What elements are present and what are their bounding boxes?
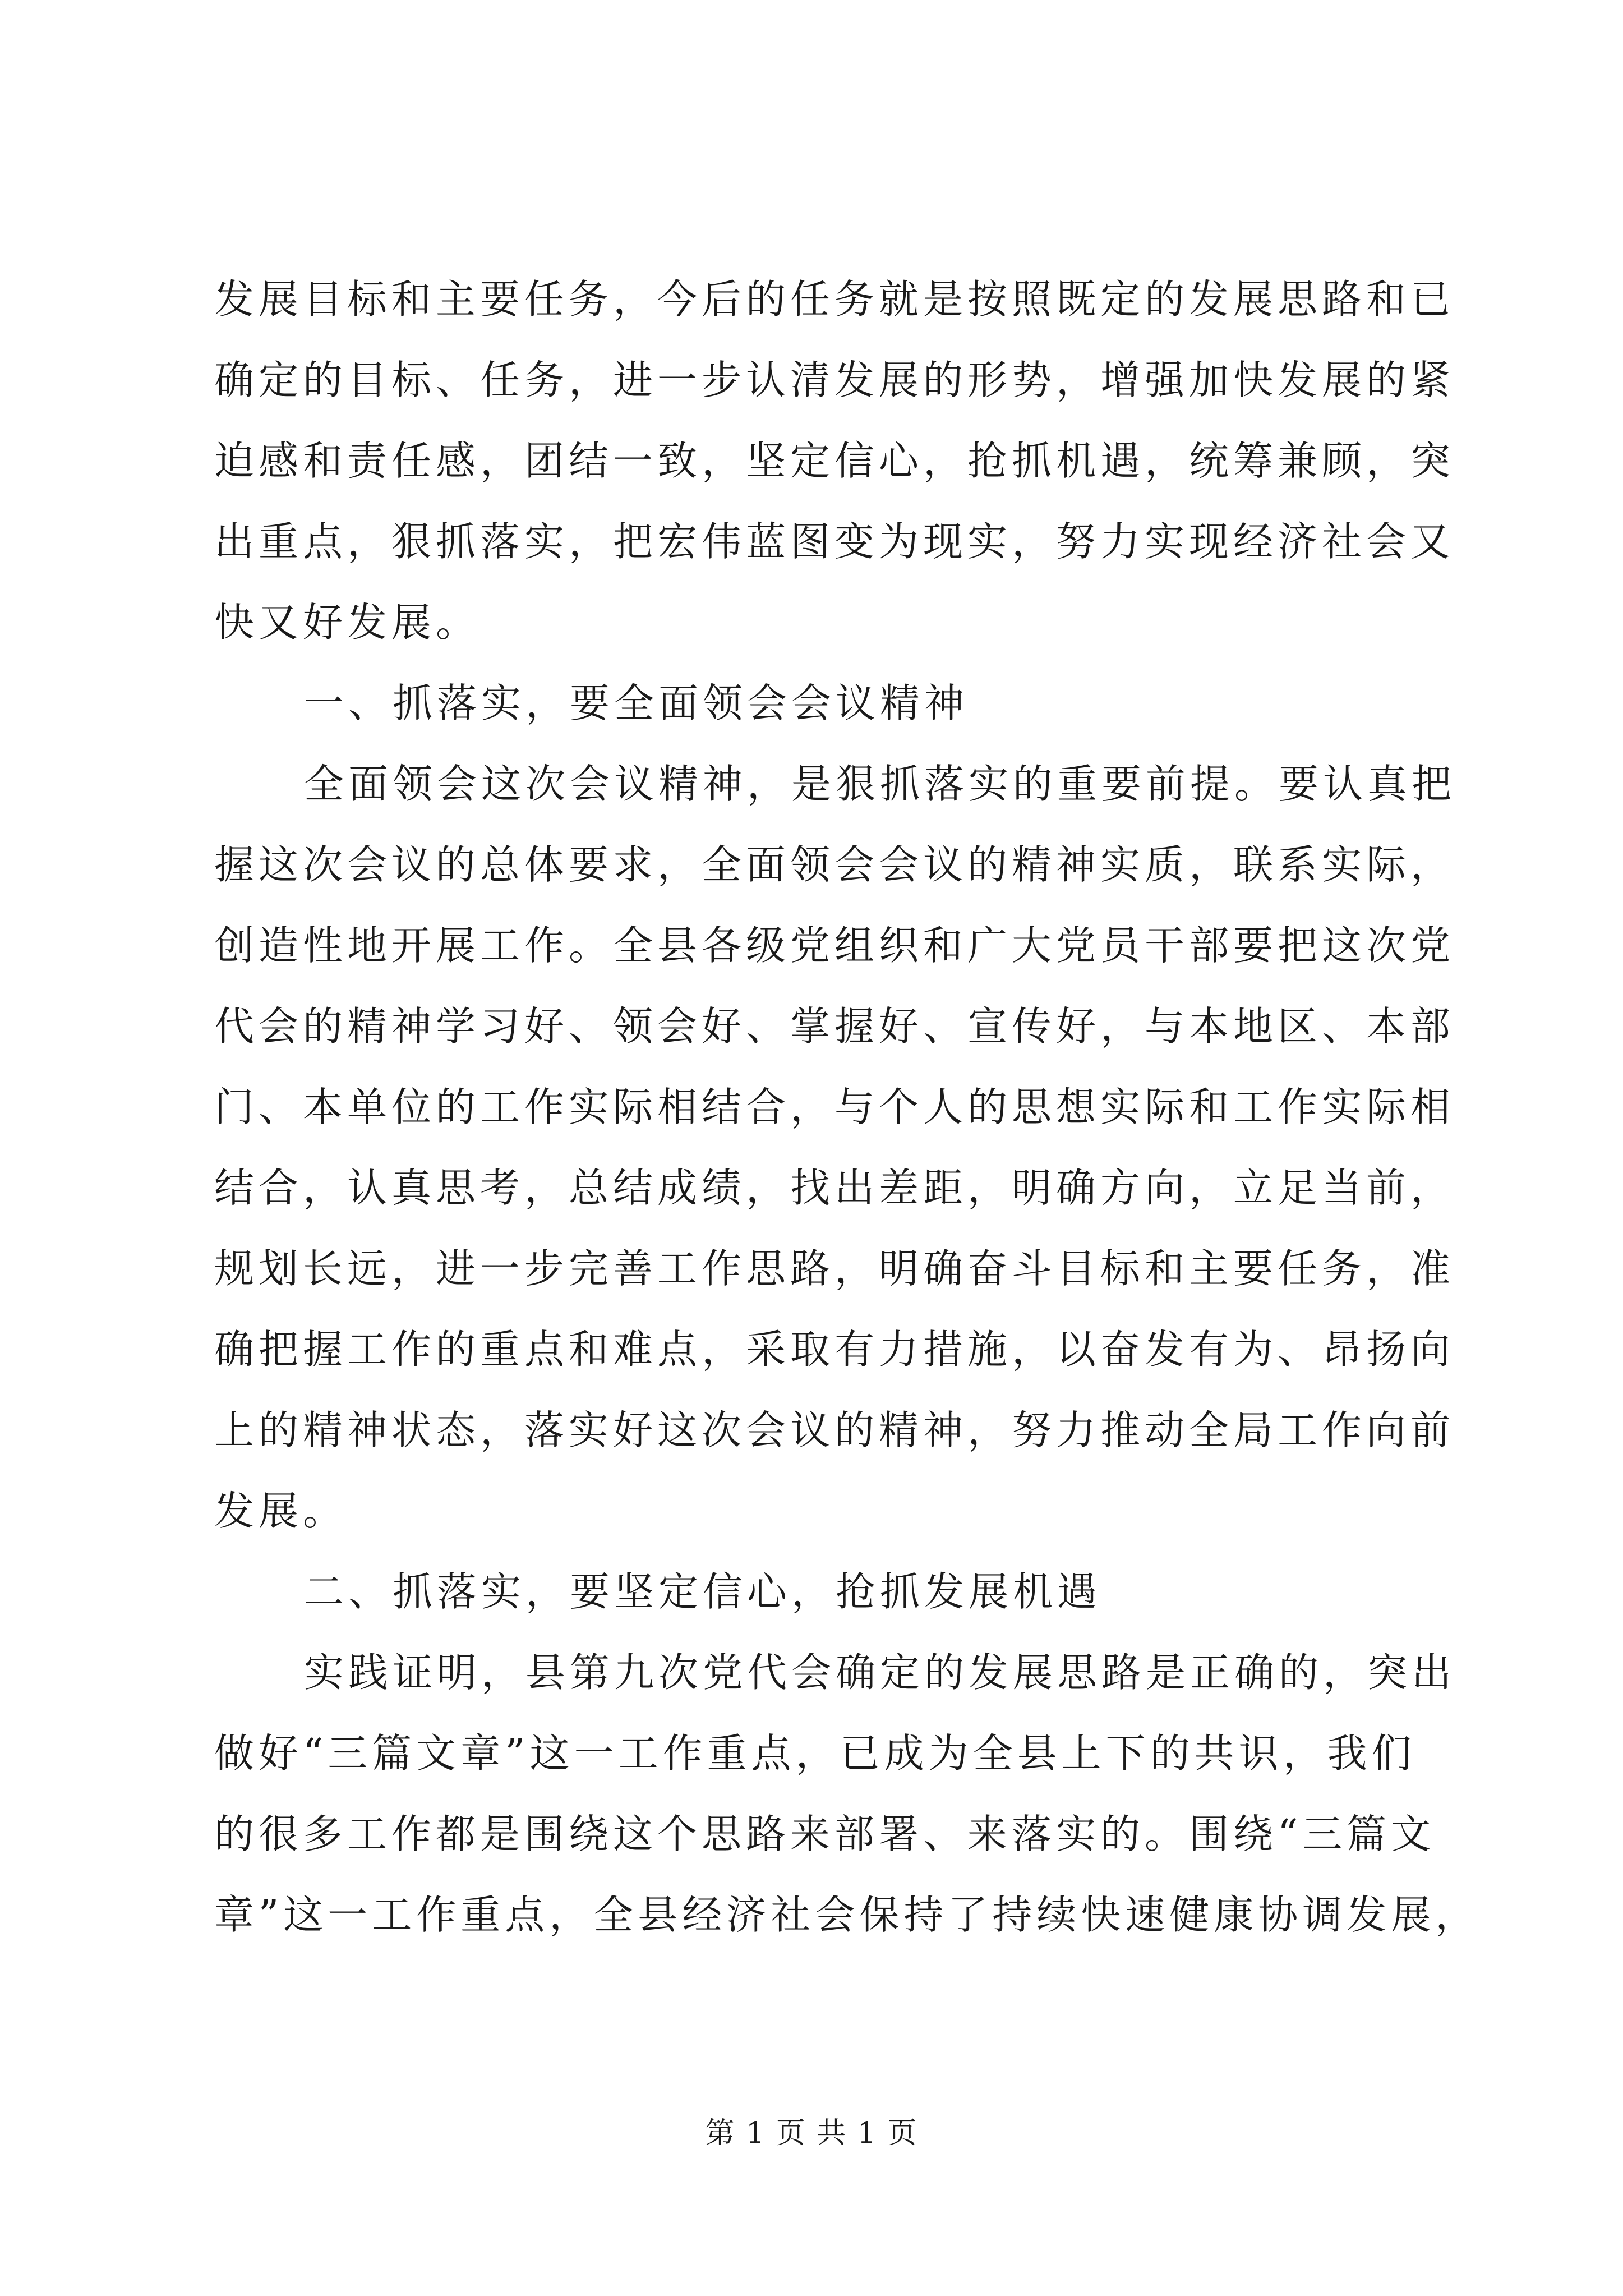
page-footer [0, 2114, 1623, 2153]
text-line: 创造性地开展工作。全县各级党组织和广大党员干部要把这次党 [214, 922, 1455, 969]
text-line: 做好“三篇文章”这一工作重点，已成为全县上下的共识，我们 [214, 1730, 1416, 1777]
text-line: 握这次会议的总体要求，全面领会会议的精神实质，联系实际， [214, 841, 1455, 888]
text-line: 出重点，狠抓落实，把宏伟蓝图变为现实，努力实现经济社会又 [214, 518, 1455, 565]
text-line: 门、本单位的工作实际相结合，与个人的思想实际和工作实际相 [214, 1084, 1455, 1130]
text-line: 规划长远，进一步完善工作思路，明确奋斗目标和主要任务，准 [214, 1245, 1455, 1292]
section-heading: 一、抓落实，要全面领会会议精神 [304, 680, 969, 726]
text-line: 结合，认真思考，总结成绩，找出差距，明确方向，立足当前， [214, 1165, 1455, 1211]
text-line: 上的精神状态，落实好这次会议的精神，努力推动全局工作向前 [214, 1407, 1455, 1453]
text-line: 章”这一工作重点，全县经济社会保持了持续快速健康协调发展， [214, 1892, 1480, 1938]
text-line: 快又好发展。 [214, 599, 481, 646]
text-line: 确定的目标、任务，进一步认清发展的形势，增强加快发展的紧 [214, 357, 1455, 403]
text-line: 确把握工作的重点和难点，采取有力措施，以奋发有为、昂扬向 [214, 1326, 1455, 1373]
page-number-label: 第 1 页 共 1 页 [705, 2116, 918, 2150]
text-line: 全面领会这次会议精神，是狠抓落实的重要前提。要认真把 [304, 761, 1456, 807]
document-body [214, 259, 1480, 1955]
text-line: 发展。 [214, 1488, 348, 1534]
text-line: 发展目标和主要任务，今后的任务就是按照既定的发展思路和已 [214, 276, 1455, 323]
text-line: 代会的精神学习好、领会好、掌握好、宣传好，与本地区、本部 [214, 1003, 1455, 1050]
section-heading: 二、抓落实，要坚定信心，抢抓发展机遇 [304, 1568, 1102, 1615]
text-line: 迫感和责任感，团结一致，坚定信心，抢抓机遇，统筹兼顾，突 [214, 438, 1455, 484]
text-line: 实践证明，县第九次党代会确定的发展思路是正确的，突出 [304, 1649, 1456, 1696]
text-line: 的很多工作都是围绕这个思路来部署、来落实的。围绕“三篇文 [214, 1811, 1436, 1857]
